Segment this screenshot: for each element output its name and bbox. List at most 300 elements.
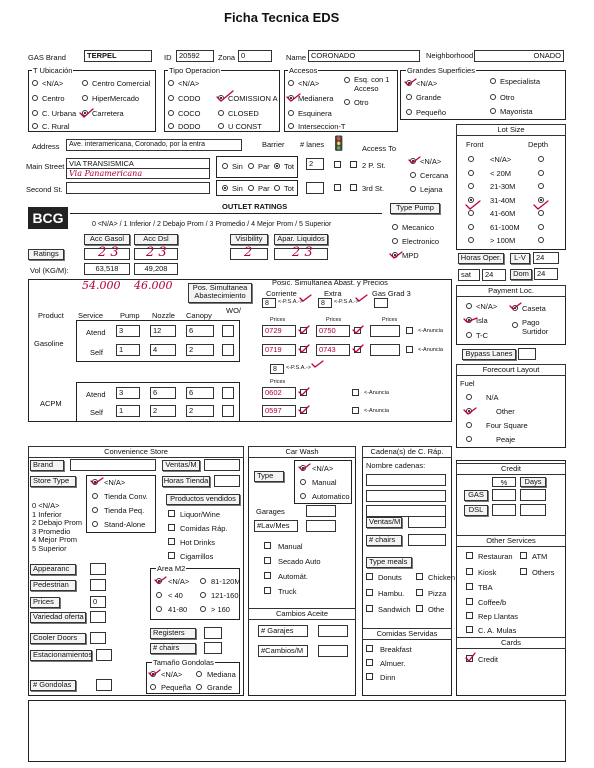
acpm-self-anuncia-check[interactable]	[352, 407, 359, 414]
credit-days-button[interactable]: Days	[520, 477, 546, 487]
payment-surtidor-radio[interactable]	[512, 322, 518, 328]
payment-na-radio[interactable]	[466, 303, 472, 309]
gas-self-gas3-price[interactable]	[370, 344, 400, 356]
store-type-button[interactable]: Store Type	[30, 476, 76, 487]
service-checkbox-4[interactable]	[466, 583, 473, 590]
meal-checkbox-5[interactable]	[416, 605, 423, 612]
lot-depth-radio-0[interactable]	[538, 156, 544, 162]
sat-field[interactable]: 24	[482, 269, 506, 281]
accesos-esquinera-radio[interactable]	[288, 110, 294, 116]
lanes-field[interactable]: 2	[306, 158, 324, 170]
estacionamientos-button[interactable]: Estacionamientos	[30, 650, 92, 661]
forecourt-peaje-radio[interactable]	[466, 436, 472, 442]
accesos-medianera-radio[interactable]	[288, 95, 294, 101]
main-street-handwriting: Via Panamericana	[69, 169, 143, 178]
neighborhood-field[interactable]: ONADO	[474, 50, 564, 62]
visibility-handwriting: 2	[244, 245, 253, 260]
producto-label-0: Liquor/Wine	[180, 510, 221, 519]
pump-mecanico-radio[interactable]	[392, 224, 398, 230]
service-checkbox-2[interactable]	[466, 568, 473, 575]
superficies-mayorista-label: Mayorista	[500, 107, 533, 116]
gas-atend-pump[interactable]: 3	[116, 325, 140, 337]
wash-check-1[interactable]	[264, 557, 271, 564]
ubicacion-na-radio[interactable]	[32, 80, 38, 86]
gas-atend-extra-check[interactable]	[354, 327, 361, 334]
ubicacion-na-label: <N/A>	[42, 79, 64, 88]
gas-atend-wo[interactable]	[222, 325, 234, 337]
accesos-esquinera-label: Esquinera	[298, 109, 332, 118]
accesos-title: Accesos	[289, 66, 318, 75]
comida-label-2: Dinn	[380, 673, 396, 682]
estacionamientos-field[interactable]	[96, 649, 112, 661]
area-81-radio[interactable]	[200, 578, 206, 584]
superficies-especialista-radio[interactable]	[490, 78, 496, 84]
ubicacion-cc-radio[interactable]	[82, 80, 88, 86]
wash-auto-radio[interactable]	[300, 493, 306, 499]
variedad-button[interactable]: Variedad oferta	[30, 612, 86, 623]
lot-front-radio-1[interactable]	[468, 170, 474, 176]
meal-checkbox-3[interactable]	[416, 589, 423, 596]
sat-label: sat	[458, 269, 480, 281]
extra-label: Extra	[324, 289, 342, 298]
lot-depth-radio-1[interactable]	[538, 170, 544, 176]
scale-item-2: 2 Debajo Prom	[32, 518, 83, 527]
third-st-checkbox-b[interactable]	[350, 184, 357, 191]
cards-title: Cards	[456, 637, 566, 649]
accesos-medianera-label: Medianera	[298, 94, 334, 103]
gas-atend-extra-price[interactable]: 0750	[316, 325, 350, 337]
service-checkbox-7[interactable]	[466, 626, 473, 633]
forecourt-na-radio[interactable]	[466, 394, 472, 400]
wash-check-label-2: Automát.	[278, 572, 309, 581]
lot-size-label-1: < 20M	[490, 168, 512, 178]
apar-handwriting: 2 3	[292, 245, 313, 260]
service-label-7: C. A. Mulas	[478, 626, 517, 635]
ubicacion-hiper-radio[interactable]	[82, 95, 88, 101]
acc-dsl-handwriting: 2 3	[146, 245, 167, 260]
car-wash-title: Car Wash	[248, 446, 356, 458]
store-na-radio[interactable]	[92, 479, 98, 485]
lv-field[interactable]: 24	[533, 252, 559, 264]
cadena-ventas-button[interactable]: Ventas/M	[366, 517, 402, 528]
registers-button[interactable]: Registers	[150, 628, 196, 639]
cooler-doors-field[interactable]	[90, 632, 106, 644]
wash-check-label-3: Truck	[278, 587, 297, 596]
type-pump-button[interactable]: Type Pump	[390, 203, 440, 214]
main-tot-radio[interactable]	[274, 163, 280, 169]
area-na-radio[interactable]	[156, 578, 162, 584]
gas-atend-canopy[interactable]: 6	[186, 325, 214, 337]
superficies-grande-radio[interactable]	[406, 94, 412, 100]
superficies-na-radio[interactable]	[406, 80, 412, 86]
lot-front-radio-5[interactable]	[468, 224, 474, 230]
acc-dsl-button[interactable]: Acc Dsl	[134, 234, 178, 245]
acpm-self-pump[interactable]: 1	[116, 405, 140, 417]
credit-gas-button[interactable]: GAS	[464, 490, 488, 501]
productos-button[interactable]: Productos vendidos	[166, 494, 240, 505]
cambios-m-field[interactable]	[318, 645, 348, 657]
access-na-radio[interactable]	[410, 158, 416, 164]
cadena-chairs-button[interactable]: # chairs	[366, 535, 402, 546]
name-field[interactable]: CORONADO	[308, 50, 420, 62]
cadena-name-1[interactable]	[366, 474, 446, 486]
service-checkbox-1[interactable]	[520, 552, 527, 559]
meal-checkbox-2[interactable]	[366, 589, 373, 596]
lot-front-radio-4[interactable]	[468, 210, 474, 216]
zona-field[interactable]: 0	[238, 50, 272, 62]
acpm-label: ACPM	[40, 399, 62, 408]
wash-manual-radio[interactable]	[300, 479, 306, 485]
cadena-title: Cadena(s) de C. Ráp.	[362, 446, 452, 458]
service-checkbox-5[interactable]	[466, 598, 473, 605]
operacion-uconst-radio[interactable]	[218, 123, 224, 129]
payment-tc-radio[interactable]	[466, 332, 472, 338]
third-st-checkbox[interactable]	[334, 184, 341, 191]
superficies-mayorista-radio[interactable]	[490, 108, 496, 114]
nozzle-header: Nozzle	[152, 311, 175, 320]
dsl-volume-handwriting: 46.000	[134, 279, 173, 292]
payment-caseta-radio[interactable]	[512, 305, 518, 311]
lot-depth-radio-4[interactable]	[538, 210, 544, 216]
forecourt-other-label: Other	[496, 407, 515, 416]
dom-field[interactable]: 24	[534, 268, 558, 280]
gas-self-anuncia-check[interactable]	[406, 346, 413, 353]
service-checkbox-0[interactable]	[466, 552, 473, 559]
acpm-prices-label: Prices	[270, 379, 286, 385]
vol-gasol-field[interactable]: 63,518	[84, 263, 130, 275]
area-41-radio[interactable]	[156, 606, 162, 612]
credit-dsl-days[interactable]	[520, 504, 546, 516]
payment-isla-radio[interactable]	[466, 317, 472, 323]
acpm-self-wo[interactable]	[222, 405, 234, 417]
horas-tienda-button[interactable]: Horas Tienda	[163, 476, 209, 485]
prices-label-1: Prices	[270, 317, 286, 323]
meal-checkbox-0[interactable]	[366, 573, 373, 580]
conv-chairs-field[interactable]	[204, 642, 222, 654]
superficies-grande-label: Grande	[416, 93, 442, 102]
gondolas-field[interactable]	[96, 679, 112, 691]
tamano-na-radio[interactable]	[150, 671, 156, 677]
gas-atend-nozzle[interactable]: 12	[150, 325, 176, 337]
acpm-atend-pump[interactable]: 3	[116, 387, 140, 399]
second-tot-radio[interactable]	[274, 185, 280, 191]
car-wash-type-button[interactable]: Type	[254, 471, 284, 482]
visibility-button[interactable]: Visibility	[230, 234, 268, 245]
service-label-0: Restauran	[478, 552, 513, 561]
lot-size-title: Lot Size	[456, 124, 566, 136]
service-checkbox-6[interactable]	[466, 612, 473, 619]
service-label-2: Kiosk	[478, 568, 497, 577]
producto-checkbox-1[interactable]	[168, 524, 175, 531]
cadena-ventas-field[interactable]	[408, 516, 446, 528]
store-conv-radio[interactable]	[92, 493, 98, 499]
meal-checkbox-4[interactable]	[366, 605, 373, 612]
lot-front-radio-3[interactable]	[468, 197, 474, 203]
lanes-field-2[interactable]	[306, 182, 324, 194]
credit-dsl-button[interactable]: DSL	[464, 505, 488, 516]
main-street-field-2[interactable]	[66, 169, 210, 179]
cooler-doors-button[interactable]: Cooler Doors	[30, 633, 86, 644]
store-peq-radio[interactable]	[92, 507, 98, 513]
gasoline-label: Gasoline	[34, 339, 64, 348]
main-sin-radio[interactable]	[222, 163, 228, 169]
main-tot-label: Tot	[284, 162, 295, 171]
outlet-divider	[70, 213, 382, 214]
name-label: Name	[286, 53, 307, 62]
comida-checkbox-2[interactable]	[366, 673, 373, 680]
superficies-otro-radio[interactable]	[490, 94, 496, 100]
scale-item-3: 3 Promedio	[32, 526, 71, 536]
ubicacion-rural-radio[interactable]	[32, 123, 38, 129]
bypass-lanes-button[interactable]: Bypass Lanes	[462, 349, 516, 360]
gas-self-pump[interactable]: 1	[116, 344, 140, 356]
area-160-radio[interactable]	[200, 606, 206, 612]
accesos-esq1-radio[interactable]	[344, 77, 350, 83]
id-field[interactable]: 20592	[176, 50, 214, 62]
gas-self-corriente-price[interactable]: 0719	[262, 344, 296, 356]
acpm-atend-check[interactable]	[300, 389, 307, 396]
meal-label-1: Chicken	[428, 573, 456, 582]
gas-atend-anuncia-label: <-Anuncia	[418, 328, 443, 334]
tamano-title: Tamaño Gondolas	[153, 658, 214, 667]
operacion-closed-radio[interactable]	[218, 110, 224, 116]
gasoline-atend-label: Atend	[86, 328, 106, 337]
pedestrian-button[interactable]: Pedestrian	[30, 580, 76, 591]
lot-front-radio-0[interactable]	[468, 156, 474, 162]
service-header: Service	[78, 311, 104, 320]
gas-self-canopy[interactable]: 2	[186, 344, 214, 356]
second-par-radio[interactable]	[248, 185, 254, 191]
prices-label-2: Prices	[326, 317, 342, 323]
services-title: Other Services	[456, 535, 566, 547]
garajes-field[interactable]	[318, 625, 348, 637]
gasoline-self-label: Self	[90, 348, 103, 357]
convenience-title: Convenience Store	[28, 446, 244, 458]
horas-tienda-field[interactable]	[214, 475, 240, 487]
extra-psa-field[interactable]: 8	[318, 298, 332, 308]
superficies-pequeno-radio[interactable]	[406, 109, 412, 115]
posic-simultanea-label: Posic. Simultanea Abast. y Precios	[272, 278, 388, 287]
lot-depth-radio-6[interactable]	[538, 237, 544, 243]
credit-card-checkbox[interactable]	[466, 655, 473, 662]
vol-dsl-field[interactable]: 49,208	[134, 263, 178, 275]
pos-simultanea-button[interactable]: Pos. Simultanea Abastecimiento	[188, 283, 252, 303]
type-meals-button[interactable]: Type meals	[366, 557, 412, 568]
accesos-na-radio[interactable]	[288, 80, 294, 86]
wash-na-label: <N/A>	[312, 464, 334, 473]
main-par-radio[interactable]	[248, 163, 254, 169]
ratings-button[interactable]: Ratings	[28, 249, 64, 260]
credit-gas-days[interactable]	[520, 489, 546, 501]
acpm-atend-canopy[interactable]: 6	[186, 387, 214, 399]
gas-brand-field[interactable]: TERPEL	[84, 50, 152, 62]
neighborhood-label: Neighborhood	[426, 51, 474, 60]
credit-dsl-pct[interactable]	[492, 504, 516, 516]
area-121-radio[interactable]	[200, 592, 206, 598]
operacion-closed-label: CLOSED	[228, 109, 259, 118]
pedestrian-field[interactable]	[90, 579, 106, 591]
forecourt-foursquare-radio[interactable]	[466, 422, 472, 428]
acpm-psa-field[interactable]: 8	[270, 364, 284, 374]
pump-mpd-radio[interactable]	[392, 252, 398, 258]
lot-size-label-2: 21-30M	[490, 182, 516, 191]
tamano-pequena-radio[interactable]	[150, 684, 156, 690]
acpm-self-check[interactable]	[300, 407, 307, 414]
store-na-label: <N/A>	[104, 478, 126, 487]
brand-button[interactable]: Brand	[30, 460, 64, 471]
acc-gasol-button[interactable]: Acc Gasol	[84, 234, 130, 245]
superficies-na-label: <N/A>	[416, 79, 438, 88]
acpm-self-price[interactable]: 0597	[262, 405, 296, 417]
operacion-comission-radio[interactable]	[218, 95, 224, 101]
payment-title: Payment Loc.	[456, 285, 566, 297]
gas-self-wo[interactable]	[222, 344, 234, 356]
comidas-title: Comidas Servidas	[362, 628, 452, 640]
forecourt-other-radio[interactable]	[466, 408, 472, 414]
lot-front-radio-6[interactable]	[468, 237, 474, 243]
lv-button[interactable]: L-V	[510, 253, 530, 264]
main-street-field[interactable]: VIA TRANSISMICA	[66, 158, 210, 169]
tamano-grande-label: Grande	[207, 683, 233, 692]
notes-area[interactable]	[28, 700, 566, 762]
meal-label-2: Hambu.	[378, 589, 405, 598]
two-pst-checkbox-b[interactable]	[350, 161, 357, 168]
gas-self-extra-price[interactable]: 0743	[316, 344, 350, 356]
prices-button[interactable]: Prices	[30, 597, 60, 608]
prices-field[interactable]: 0	[90, 596, 106, 608]
acpm-self-canopy[interactable]: 2	[186, 405, 214, 417]
producto-checkbox-3[interactable]	[168, 552, 175, 559]
acpm-atend-anuncia-check[interactable]	[352, 389, 359, 396]
meal-label-3: Pizza	[428, 589, 447, 598]
lot-depth-radio-2[interactable]	[538, 183, 544, 189]
producto-checkbox-2[interactable]	[168, 538, 175, 545]
lot-depth-radio-3[interactable]	[538, 197, 544, 203]
acpm-atend-wo[interactable]	[222, 387, 234, 399]
appearance-field[interactable]	[90, 563, 106, 575]
operacion-coco-label: COCO	[178, 109, 201, 118]
gas-atend-gas3-price[interactable]	[370, 325, 400, 337]
operacion-coco-radio[interactable]	[168, 110, 174, 116]
service-label-5: Coffee/b	[478, 598, 507, 607]
operacion-na-radio[interactable]	[168, 80, 174, 86]
lot-depth-radio-5[interactable]	[538, 224, 544, 230]
garages-field[interactable]	[306, 505, 336, 517]
two-pst-checkbox[interactable]	[334, 161, 341, 168]
second-sin-radio[interactable]	[222, 185, 228, 191]
comida-checkbox-0[interactable]	[366, 645, 373, 652]
ventas-m-button[interactable]: Ventas/M	[162, 460, 200, 471]
area-41-label: 41-80	[168, 605, 188, 614]
wash-na-radio[interactable]	[300, 465, 306, 471]
accesos-interseccion-radio[interactable]	[288, 123, 294, 129]
variedad-field[interactable]	[90, 611, 106, 623]
appearance-button[interactable]: Appearanc	[30, 564, 76, 575]
gas-self-extra-check[interactable]	[354, 346, 361, 353]
gas-atend-corriente-price[interactable]: 0729	[262, 325, 296, 337]
dom-button[interactable]: Dom	[510, 269, 532, 280]
gondolas-button[interactable]: # Gondolas	[30, 680, 76, 691]
corriente-psa-field[interactable]: 8	[262, 298, 276, 308]
service-checkbox-3[interactable]	[520, 568, 527, 575]
ubicacion-urbana-radio[interactable]	[32, 110, 38, 116]
cambios-title: Cambios Aceite	[248, 608, 356, 620]
superficies-especialista-label: Especialista	[500, 77, 541, 86]
acpm-atend-price[interactable]: 0602	[262, 387, 296, 399]
operacion-codo-radio[interactable]	[168, 95, 174, 101]
access-na-label: <N/A>	[420, 157, 442, 166]
credit-gas-pct[interactable]	[492, 489, 516, 501]
ubicacion-centro-radio[interactable]	[32, 95, 38, 101]
wash-check-0[interactable]	[264, 542, 271, 549]
pump-electronico-radio[interactable]	[392, 238, 398, 244]
second-street-field[interactable]	[66, 182, 210, 194]
accesos-otro-label: Otro	[354, 98, 369, 107]
second-sin-label: Sin	[232, 184, 243, 193]
gas-atend-corriente-check[interactable]	[300, 327, 307, 334]
store-standalone-radio[interactable]	[92, 521, 98, 527]
superficies-otro-label: Otro	[500, 93, 515, 102]
scale-item-4: 4 Mejor Prom	[32, 535, 78, 544]
cadena-name-2[interactable]	[366, 490, 446, 502]
wo-header: WO/	[226, 306, 241, 315]
scale-item-5: 5 Superior	[32, 543, 67, 553]
acpm-self-nozzle[interactable]: 2	[150, 405, 176, 417]
lot-front-radio-2[interactable]	[468, 183, 474, 189]
acpm-atend-nozzle[interactable]: 6	[150, 387, 176, 399]
comida-checkbox-1[interactable]	[366, 659, 373, 666]
bcg-logo: BCG	[28, 207, 68, 229]
main-street-label: Main Street	[26, 162, 65, 171]
tamano-mediana-label: Mediana	[207, 670, 236, 679]
cadena-chairs-field[interactable]	[408, 534, 446, 546]
access-lejana-radio[interactable]	[410, 186, 416, 192]
area-81-label: 81-120M	[211, 577, 241, 586]
lanes-label: # lanes	[300, 140, 325, 149]
gas-atend-anuncia-check[interactable]	[406, 327, 413, 334]
gas-self-corriente-check[interactable]	[300, 346, 307, 353]
gas-self-nozzle[interactable]: 4	[150, 344, 176, 356]
brand-field[interactable]	[70, 459, 156, 471]
ventas-m-field[interactable]	[204, 459, 240, 471]
operacion-dodo-radio[interactable]	[168, 123, 174, 129]
tamano-mediana-radio[interactable]	[196, 671, 202, 677]
registers-field[interactable]	[204, 627, 222, 639]
conv-chairs-button[interactable]: # chairs	[150, 643, 196, 654]
wash-check-2[interactable]	[264, 572, 271, 579]
gas-self-anuncia-label: <-Anuncia	[418, 347, 443, 353]
access-cercana-radio[interactable]	[410, 172, 416, 178]
tamano-grande-radio[interactable]	[196, 684, 202, 690]
ubicacion-carretera-radio[interactable]	[82, 110, 88, 116]
address-field[interactable]: Ave. interamericana, Coronado, por la entra	[66, 139, 242, 151]
access-cercana-label: Cercana	[420, 171, 449, 180]
horas-oper-button[interactable]: Horas Oper.	[458, 253, 504, 264]
producto-checkbox-0[interactable]	[168, 510, 175, 517]
comida-label-1: Almuer.	[380, 659, 406, 668]
forecourt-peaje-label: Peaje	[496, 435, 516, 444]
bypass-lanes-field[interactable]	[518, 348, 536, 360]
lav-mes-field[interactable]	[306, 520, 336, 532]
meal-checkbox-1[interactable]	[416, 573, 423, 580]
service-label-6: Rep Llantas	[478, 612, 519, 621]
area-40-radio[interactable]	[156, 592, 162, 598]
wash-check-3[interactable]	[264, 587, 271, 594]
pump-electronico-label: Electronico	[402, 237, 440, 246]
accesos-otro-radio[interactable]	[344, 99, 350, 105]
gas3-psa-field[interactable]	[374, 298, 388, 308]
apar-liquidos-button[interactable]: Apar. Liquidos	[274, 234, 328, 245]
